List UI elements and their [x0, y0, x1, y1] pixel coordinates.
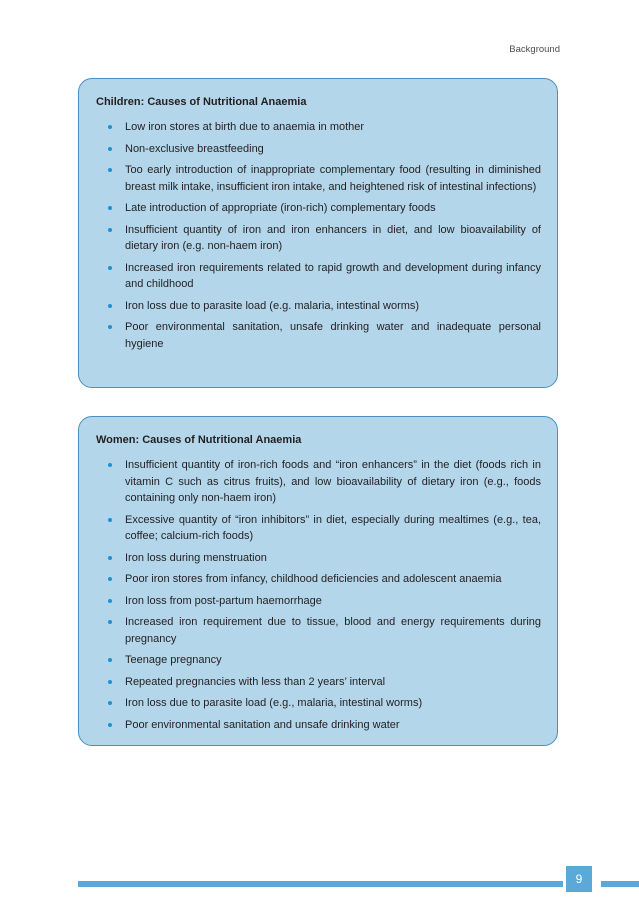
list-item: Too early introduction of inappropriate complementary food (resulting in diminished breast milk intake, insufficient iron intake, and heightened risk of intestinal infections) [96, 162, 541, 195]
bullet-icon [108, 325, 112, 329]
footer-rule-right [601, 881, 639, 887]
list-item: Repeated pregnancies with less than 2 years’ interval [96, 674, 541, 691]
bullet-icon [108, 266, 112, 270]
bullet-icon [108, 125, 112, 129]
bullet-icon [108, 168, 112, 172]
list-item: Teenage pregnancy [96, 652, 541, 669]
list-item: Increased iron requirement due to tissue, blood and energy requirements during pregnancy [96, 614, 541, 647]
women-box-title: Women: Causes of Nutritional Anaemia [96, 434, 302, 446]
list-item: Poor environmental sanitation and unsafe drinking water [96, 717, 541, 734]
list-item: Late introduction of appropriate (iron-rich) complementary foods [96, 200, 541, 217]
children-causes-box [78, 78, 558, 388]
bullet-icon [108, 723, 112, 727]
bullet-icon [108, 228, 112, 232]
page-number: 9 [566, 866, 592, 892]
list-item: Insufficient quantity of iron and iron enhancers in diet, and low bioavailability of dietary iron (e.g. non-haem iron) [96, 222, 541, 255]
list-item: Low iron stores at birth due to anaemia in mother [96, 119, 541, 136]
children-box-title: Children: Causes of Nutritional Anaemia [96, 96, 307, 108]
women-causes-box [78, 416, 558, 746]
bullet-icon [108, 463, 112, 467]
bullet-icon [108, 620, 112, 624]
children-causes-list [96, 119, 541, 352]
bullet-icon [108, 556, 112, 560]
list-item: Iron loss due to parasite load (e.g. malaria, intestinal worms) [96, 298, 541, 315]
bullet-icon [108, 701, 112, 705]
footer-rule-left [78, 881, 563, 887]
list-item: Iron loss during menstruation [96, 550, 541, 567]
bullet-icon [108, 147, 112, 151]
bullet-icon [108, 518, 112, 522]
list-item: Poor environmental sanitation, unsafe drinking water and inadequate personal hygiene [96, 319, 541, 352]
bullet-icon [108, 577, 112, 581]
list-item: Increased iron requirements related to rapid growth and development during infancy and childhood [96, 260, 541, 293]
bullet-icon [108, 206, 112, 210]
running-header: Background [509, 44, 560, 55]
bullet-icon [108, 599, 112, 603]
list-item: Non-exclusive breastfeeding [96, 141, 541, 158]
list-item: Iron loss from post-partum haemorrhage [96, 593, 541, 610]
bullet-icon [108, 680, 112, 684]
list-item: Poor iron stores from infancy, childhood deficiencies and adolescent anaemia [96, 571, 541, 588]
list-item: Insufficient quantity of iron-rich foods and “iron enhancers” in the diet (foods rich in vitamin C such as citrus fruits), and low bioavailability of dietary iron (e.g., foods containing only non-haem iron) [96, 457, 541, 507]
list-item: Excessive quantity of “iron inhibitors” in diet, especially during mealtimes (e.g., tea, coffee; calcium-rich foods) [96, 512, 541, 545]
list-item: Iron loss due to parasite load (e.g., malaria, intestinal worms) [96, 695, 541, 712]
bullet-icon [108, 658, 112, 662]
women-causes-list [96, 457, 541, 733]
bullet-icon [108, 304, 112, 308]
